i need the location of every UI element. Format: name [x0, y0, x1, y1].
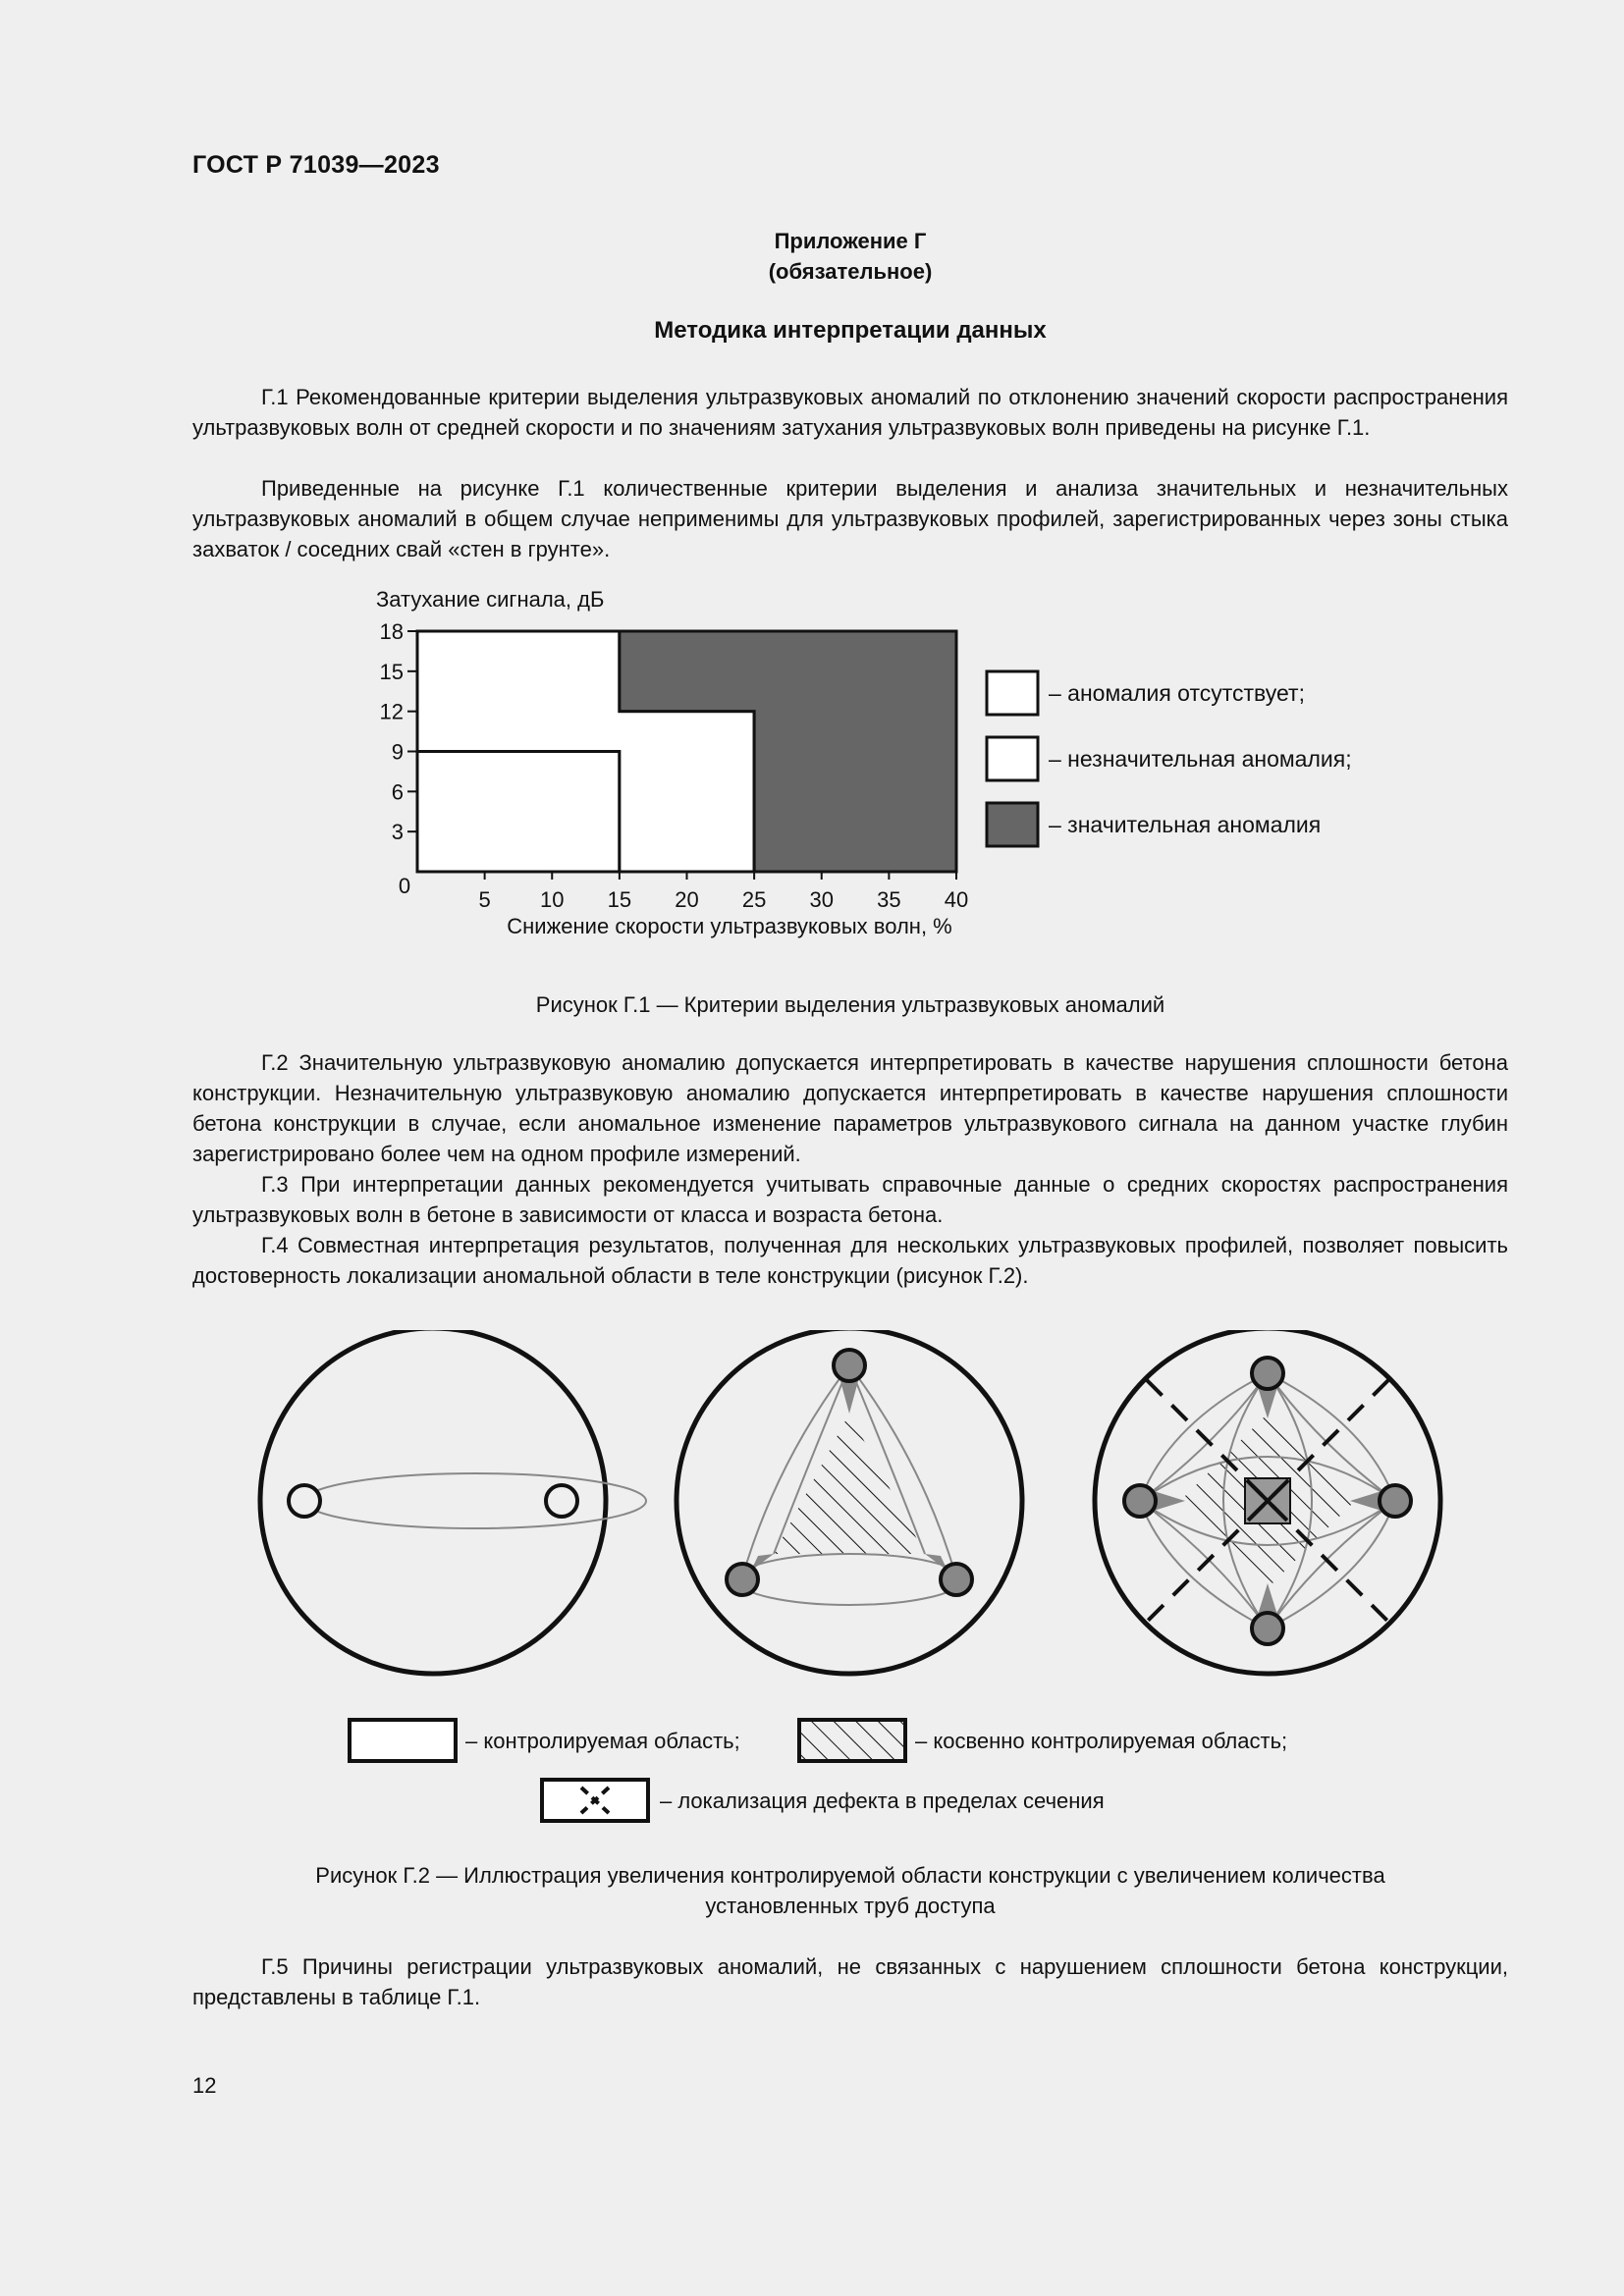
chart-y-ticks — [380, 619, 417, 844]
chart-y-tick-label: 15 — [379, 659, 404, 684]
chart-y-tick-label: 12 — [379, 699, 404, 724]
chart-legend-label: – значительная аномалия — [1049, 812, 1322, 837]
figure-g2-caption-line1: Рисунок Г.2 — Иллюстрация увеличения контролируемой области конструкции с увеличением количества — [315, 1863, 1385, 1888]
chart-region-1 — [417, 752, 620, 873]
annex-title: Приложение Г — [774, 229, 927, 253]
figure-g2-legend — [350, 1720, 1287, 1821]
chart-y-tick-label: 6 — [391, 779, 404, 805]
page-number: 12 — [192, 2073, 217, 2098]
chart-x-tick-label: 35 — [877, 887, 901, 912]
figure-g2-caption — [192, 1860, 1508, 1921]
access-tube — [1124, 1485, 1156, 1517]
access-tube — [1252, 1358, 1283, 1389]
chart-y-tick-label: 3 — [391, 820, 404, 845]
chart-x-tick-label: 10 — [540, 887, 565, 912]
legend-swatch-indirect — [799, 1720, 905, 1761]
chart-legend-label: – незначительная аномалия; — [1049, 746, 1352, 772]
legend-swatch-controlled — [350, 1720, 456, 1761]
legend-label-defect: – локализация дефекта в пределах сечения — [660, 1789, 1105, 1813]
access-tube — [941, 1564, 972, 1595]
section-three-tubes — [677, 1330, 1022, 1674]
legend-label-controlled: – контролируемая область; — [465, 1729, 740, 1753]
access-tube — [834, 1350, 865, 1381]
chart-regions — [417, 631, 956, 872]
chart-legend-swatch — [987, 737, 1038, 780]
chart-legend-swatch — [987, 803, 1038, 846]
chart-origin-label: 0 — [398, 874, 411, 898]
chart-x-tick-label: 15 — [607, 887, 632, 912]
access-tube — [546, 1485, 577, 1517]
paragraph-g3: Г.3 При интерпретации данных рекомендуется учитывать справочные данные о средних скоростях распространения ультразвуковых волн в бетоне в зависимости от класса и возраста бетона. — [192, 1172, 1508, 1227]
section-two-tubes — [260, 1330, 646, 1674]
figure-g1-caption: Рисунок Г.1 — Критерии выделения ультразвуковых аномалий — [535, 992, 1165, 1017]
paragraph-g4: Г.4 Совместная интерпретация результатов, полученная для нескольких ультразвуковых профилей, позволяет повысить достоверность локализации аномальной области в теле конструкции (рисунок Г.2). — [192, 1233, 1508, 1288]
chart-x-tick-label: 30 — [809, 887, 834, 912]
access-tube — [1252, 1613, 1283, 1644]
chart-x-tick-label: 40 — [944, 887, 969, 912]
figure-g1-chart — [363, 577, 1404, 955]
access-tube — [727, 1564, 758, 1595]
paragraph-g1-a: Г.1 Рекомендованные критерии выделения ультразвуковых аномалий по отклонению значений скорости распространения ультразвуковых волн от средней скорости и по значениям затухания ультразвуковых волн приведены на рисунке Г.1. — [192, 385, 1508, 440]
document-code: ГОСТ Р 71039—2023 — [192, 151, 440, 179]
figure-g2-diagram — [245, 1330, 1473, 1831]
chart-x-ticks — [479, 872, 969, 912]
chart-y-tick-label: 9 — [391, 739, 404, 765]
chart-x-tick-label: 20 — [675, 887, 699, 912]
paragraph-g2: Г.2 Значительную ультразвуковую аномалию допускается интерпретировать в качестве нарушения сплошности бетона конструкции. Незначительную ультразвуковую аномалию допускается интерпретировать в качестве нарушения сплошности бетона конструкции в случае, если аномальное изменение параметров ультразвукового сигнала на данном участке глубин зарегистрировано более чем на одном профиле измерений. — [192, 1050, 1508, 1166]
annex-status: (обязательное) — [768, 259, 933, 284]
chart-y-tick-label: 18 — [379, 619, 404, 644]
chart-legend — [987, 671, 1352, 846]
chart-x-tick-label: 5 — [478, 887, 491, 912]
legend-label-indirect: – косвенно контролируемая область; — [915, 1729, 1288, 1753]
chart-x-tick-label: 25 — [741, 887, 767, 912]
chart-legend-label: – аномалия отсутствует; — [1049, 680, 1305, 706]
chart-legend-swatch — [987, 671, 1038, 715]
access-tube — [1380, 1485, 1411, 1517]
paragraph-g1-b: Приведенные на рисунке Г.1 количественные критерии выделения и анализа значительных и незначительных ультразвуковых аномалий в общем случае неприменимы для ультразвуковых профилей, зарегистрированных через зоны стыка захваток / соседних свай «стен в грунте». — [192, 476, 1508, 561]
section-four-tubes — [1095, 1330, 1440, 1674]
section-title: Методика интерпретации данных — [654, 317, 1047, 344]
chart-x-axis-label: Снижение скорости ультразвуковых волн, % — [507, 914, 952, 938]
paragraph-g5: Г.5 Причины регистрации ультразвуковых аномалий, не связанных с нарушением сплошности бетона конструкции, представлены в таблице Г.1. — [192, 1954, 1508, 2009]
chart-y-axis-label: Затухание сигнала, дБ — [376, 587, 605, 612]
figure-g2-caption-line2: установленных труб доступа — [705, 1894, 996, 1918]
access-tube — [289, 1485, 320, 1517]
annex-heading — [192, 226, 1508, 287]
